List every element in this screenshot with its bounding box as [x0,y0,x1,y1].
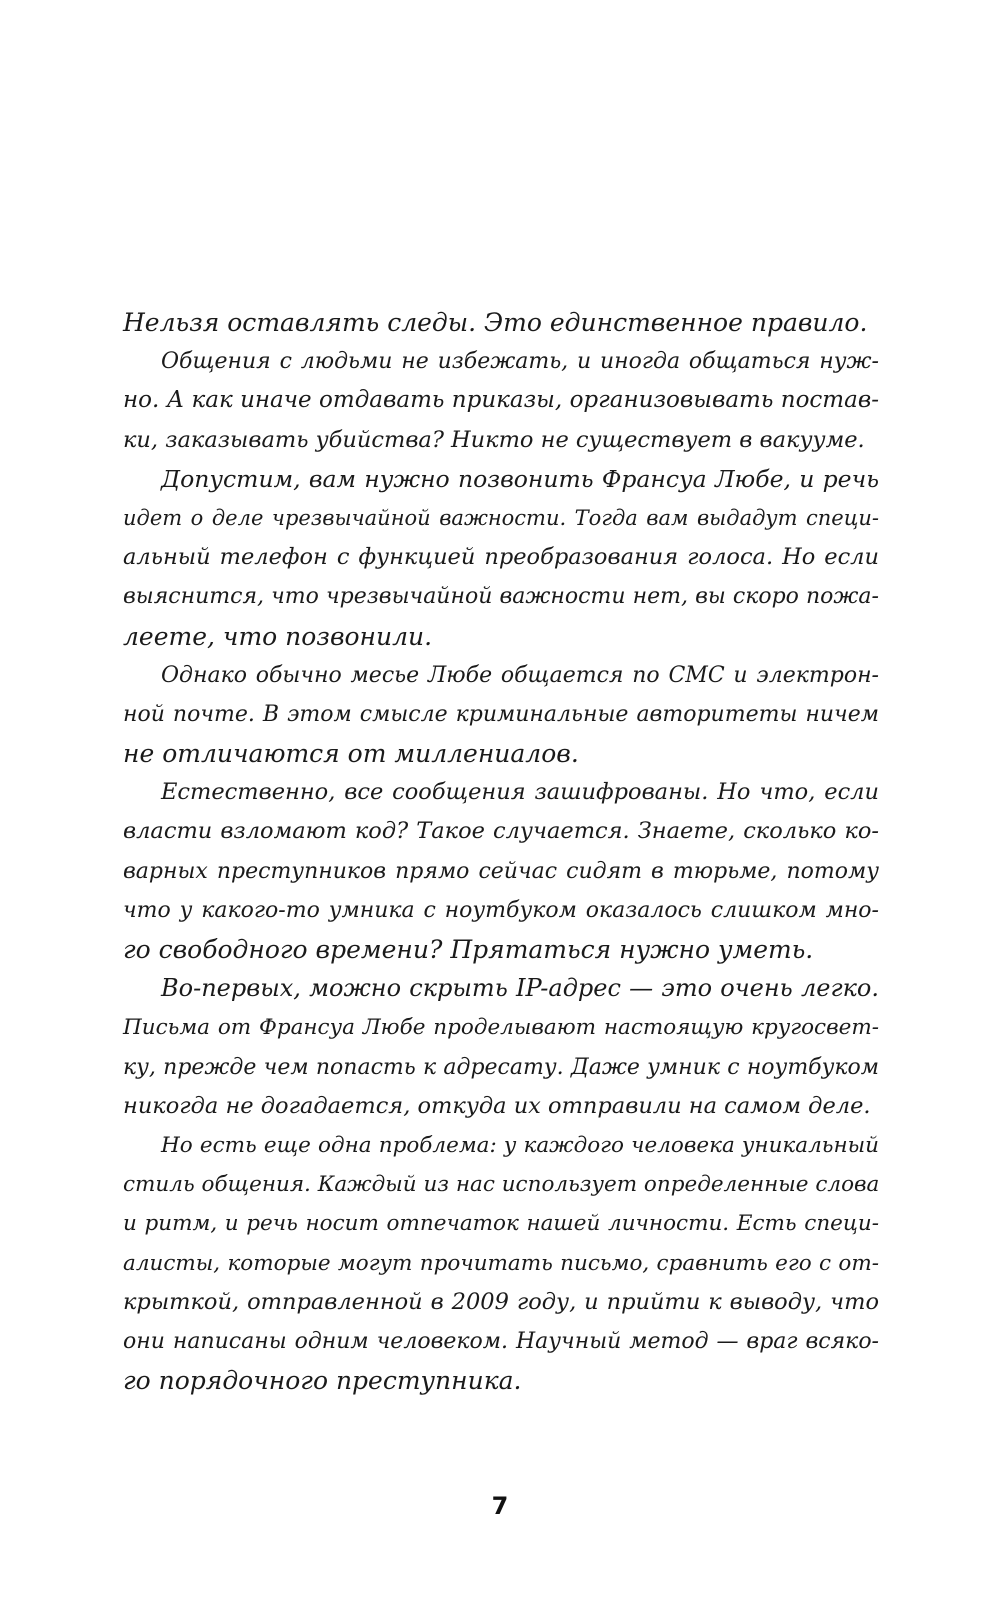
text-line: и ритм, и речь носит отпечаток нашей личности. Есть специ- [123,1211,879,1237]
text-line: Однако обычно месье Любе общается по СМС и электрон- [161,662,879,688]
text-line: но. А как иначе отдавать приказы, организовывать постав- [123,387,879,414]
text-line: они написаны одним человеком. Научный метод — враг всяко- [123,1328,879,1354]
text-line: власти взломают код? Такое случается. Знаете, сколько ко- [123,818,879,845]
text-line: крыткой, отправленной в 2009 году, и прийти к выводу, что [123,1288,879,1315]
text-line: ной почте. В этом смысле криминальные авторитеты ничем [123,701,879,727]
page-number: 7 [491,1492,509,1520]
text-line: Нельзя оставлять следы. Это единственное правило. [123,308,868,337]
text-line: варных преступников прямо сейчас сидят в тюрьме, потому [123,858,879,884]
body-text [123,303,879,1400]
text-line: алисты, которые могут прочитать письмо, сравнить его с от- [123,1250,879,1276]
text-line: что у какого-то умника с ноутбуком оказалось слишком мно- [123,897,879,923]
text-line: не отличаются от миллениалов. [123,739,579,769]
text-line: ки, заказывать убийства? Никто не существует в вакууме. [123,426,865,453]
text-line: ку, прежде чем попасть к адресату. Даже умник с ноутбуком [123,1054,879,1080]
text-line: стиль общения. Каждый из нас использует определенные слова [123,1172,880,1198]
text-line: альный телефон с функцией преобразования голоса. Но если [123,544,879,571]
text-line: Но есть еще одна проблема: у каждого человека уникальный [161,1132,879,1158]
text-line: леете, что позвонили. [123,621,433,651]
text-line: идет о деле чрезвычайной важности. Тогда вам выдадут специ- [123,505,879,530]
text-line: Допустим, вам нужно позвонить Франсуа Любе, и речь [161,464,879,493]
text-line: го порядочного преступника. [123,1366,522,1396]
text-line: Естественно, все сообщения зашифрованы. Но что, если [161,779,879,806]
text-line: выяснится, что чрезвычайной важности нет, вы скоро пожа- [123,584,879,610]
text-line: никогда не догадается, откуда их отправили на самом деле. [123,1092,871,1119]
text-line: го свободного времени? Прятаться нужно уметь. [123,935,814,964]
text-line: Во-первых, можно скрыть IP-адрес — это очень легко. [161,974,879,1003]
text-line: Письма от Франсуа Любе проделывают настоящую кругосвет- [123,1015,879,1041]
text-line: Общения с людьми не избежать, и иногда общаться нуж- [161,349,879,375]
